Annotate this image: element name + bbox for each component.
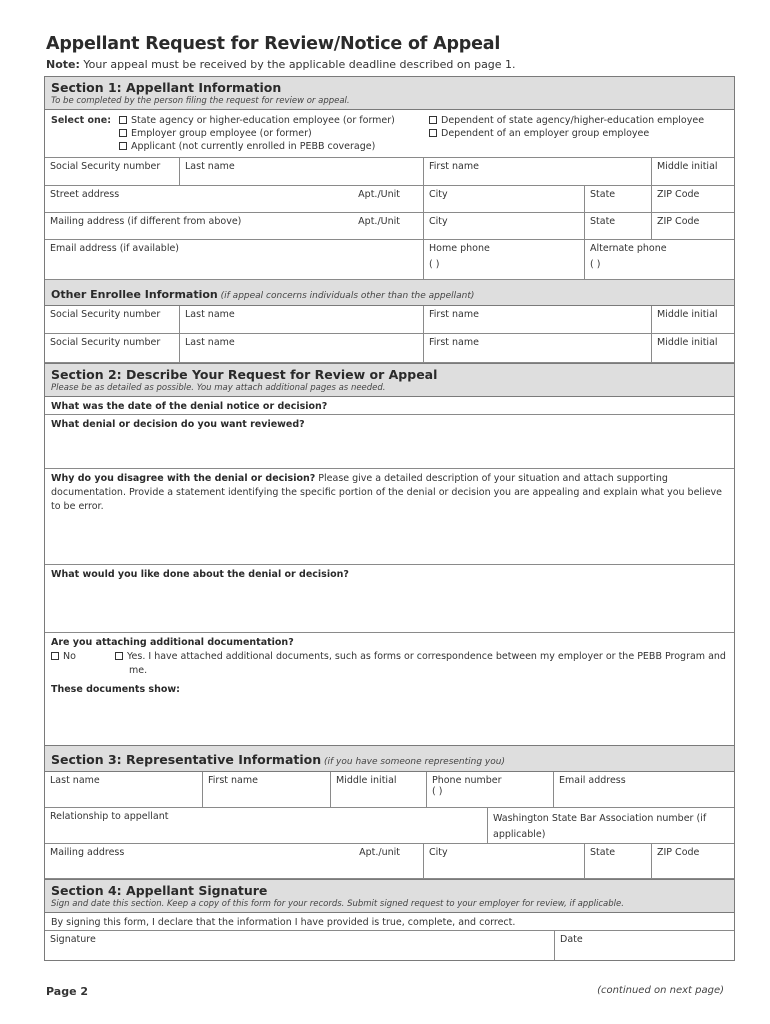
section3-header: Section 3: Representative Information (if you have someone representing you) xyxy=(45,745,734,772)
checkbox-icon[interactable] xyxy=(51,652,59,660)
date-field[interactable]: Date xyxy=(560,934,583,945)
option-employer-group-dependent[interactable]: Dependent of an employer group employee xyxy=(429,127,704,140)
other-first-name-field-1[interactable]: First name xyxy=(424,306,652,333)
desired-outcome-field[interactable]: What would you like done about the denial or decision? xyxy=(45,565,734,633)
rep-relationship-field[interactable]: Relationship to appellant xyxy=(45,808,488,843)
section2-header: Section 2: Describe Your Request for Review or Appeal Please be as detailed as possible. You may attach additional pages as needed. xyxy=(45,363,734,397)
wsba-number-field[interactable]: Washington State Bar Association number (if applicable) xyxy=(493,813,707,840)
state-field[interactable]: State xyxy=(585,186,652,212)
option-yes[interactable]: Yes. I have attached additional documents, such as forms or correspondence between my employer or the PEBB Program and me. xyxy=(115,650,728,678)
option-state-employee[interactable]: State agency or higher-education employee (or former) xyxy=(119,114,429,127)
section1-header: Section 1: Appellant Information To be completed by the person filing the request for review or appeal. xyxy=(45,77,734,110)
deadline-note: Note: Your appeal must be received by the applicable deadline described on page 1. xyxy=(46,58,516,71)
continued-note: (continued on next page) xyxy=(597,985,724,996)
mailing-city-field[interactable]: City xyxy=(424,213,585,239)
declaration-text: By signing this form, I declare that the information I have provided is true, complete, and correct. xyxy=(45,913,734,931)
other-last-name-field-1[interactable]: Last name xyxy=(180,306,424,333)
last-name-field[interactable]: Last name xyxy=(180,158,424,185)
denial-date-field[interactable]: What was the date of the denial notice or decision? xyxy=(45,397,734,415)
city-field[interactable]: City xyxy=(424,186,585,212)
disagree-reason-field[interactable]: Why do you disagree with the denial or decision? Please give a detailed description of your situation and attach supporting documentation. Provide a statement identifying the specific portion of the denial or decision you are appealing and explain what you believe to be error. xyxy=(45,469,734,565)
mailing-address-field[interactable]: Mailing address (if different from above) Apt./Unit xyxy=(45,213,424,239)
first-name-field[interactable]: First name xyxy=(424,158,652,185)
documents-show-field[interactable]: These documents show: xyxy=(51,684,180,695)
rep-middle-initial-field[interactable]: Middle initial xyxy=(331,772,427,807)
other-middle-initial-field-2[interactable]: Middle initial xyxy=(657,337,718,348)
checkbox-icon[interactable] xyxy=(115,652,123,660)
option-employer-group-employee[interactable]: Employer group employee (or former) xyxy=(119,127,429,140)
other-ssn-field-2[interactable]: Social Security number xyxy=(45,334,180,362)
other-enrollee-header: Other Enrollee Information (if appeal concerns individuals other than the appellant) xyxy=(45,280,734,306)
section4-header: Section 4: Appellant Signature Sign and date this section. Keep a copy of this form for your records. Submit signed request to your employer for review, if applicable. xyxy=(45,879,734,913)
checkbox-icon[interactable] xyxy=(429,129,437,137)
mailing-state-field[interactable]: State xyxy=(585,213,652,239)
rep-city-field[interactable]: City xyxy=(424,844,585,878)
email-field[interactable]: Email address (if available) xyxy=(45,240,424,279)
ssn-field[interactable]: Social Security number xyxy=(45,158,180,185)
rep-email-field[interactable]: Email address xyxy=(559,775,626,786)
rep-zip-field[interactable]: ZIP Code xyxy=(657,847,700,858)
option-no[interactable]: No xyxy=(51,650,115,678)
rep-state-field[interactable]: State xyxy=(585,844,652,878)
other-middle-initial-field-1[interactable]: Middle initial xyxy=(657,309,718,320)
rep-mailing-address-field[interactable]: Mailing address Apt./unit xyxy=(45,844,424,878)
page-number: Page 2 xyxy=(46,985,89,998)
rep-phone-field[interactable]: Phone number ( ) xyxy=(427,772,554,807)
denial-reviewed-field[interactable]: What denial or decision do you want reviewed? xyxy=(45,415,734,469)
page-title: Appellant Request for Review/Notice of Appeal xyxy=(46,34,501,54)
home-phone-field[interactable]: Home phone ( ) xyxy=(424,240,585,279)
checkbox-icon[interactable] xyxy=(119,116,127,124)
checkbox-icon[interactable] xyxy=(119,129,127,137)
other-last-name-field-2[interactable]: Last name xyxy=(180,334,424,362)
alternate-phone-field[interactable]: Alternate phone ( ) xyxy=(590,243,667,270)
checkbox-icon[interactable] xyxy=(119,142,127,150)
other-ssn-field-1[interactable]: Social Security number xyxy=(45,306,180,333)
option-state-dependent[interactable]: Dependent of state agency/higher-education employee xyxy=(429,114,704,127)
appellant-type-select: Select one: State agency or higher-education employee (or former) Employer group employee (or former) Applicant (not currently enrolled in PEBB coverage) Dependent of state agency/higher-education employee Dependent of an employer group employee xyxy=(45,110,734,158)
mailing-zip-field[interactable]: ZIP Code xyxy=(657,216,700,227)
middle-initial-field[interactable]: Middle initial xyxy=(657,161,718,172)
signature-field[interactable]: Signature xyxy=(45,931,555,960)
zip-field[interactable]: ZIP Code xyxy=(657,189,700,200)
other-first-name-field-2[interactable]: First name xyxy=(424,334,652,362)
option-applicant[interactable]: Applicant (not currently enrolled in PEBB coverage) xyxy=(119,140,429,153)
street-address-field[interactable]: Street address Apt./Unit xyxy=(45,186,424,212)
additional-docs-field: Are you attaching additional documentation? No Yes. I have attached additional documents, such as forms or correspondence between my employer or the PEBB Program and me. These documents show: xyxy=(45,633,734,745)
checkbox-icon[interactable] xyxy=(429,116,437,124)
rep-last-name-field[interactable]: Last name xyxy=(45,772,203,807)
rep-first-name-field[interactable]: First name xyxy=(203,772,331,807)
appeal-form xyxy=(44,76,735,961)
